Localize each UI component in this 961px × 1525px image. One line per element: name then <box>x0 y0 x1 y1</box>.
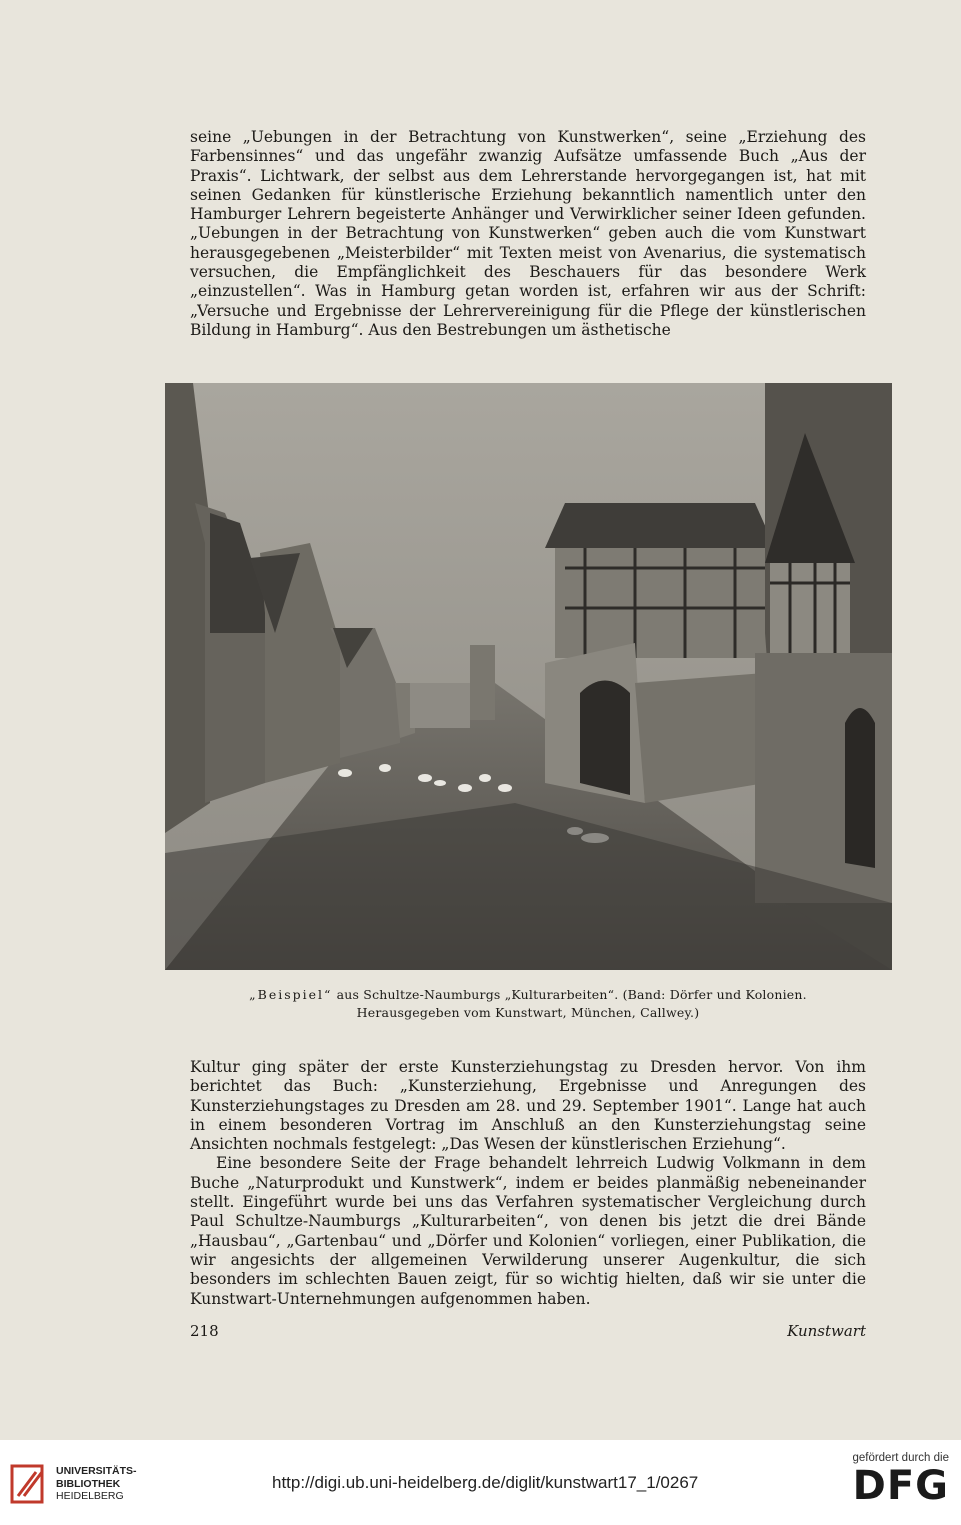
bottom-paragraph-block <box>190 1058 866 1309</box>
top-paragraph-block <box>190 128 866 340</box>
village-street-photograph <box>165 383 892 970</box>
caption-line-1 <box>190 986 866 1004</box>
funding-label: gefördert durch die <box>852 1452 949 1464</box>
library-name: UNIVERSITÄTS- BIBLIOTHEK HEIDELBERG <box>56 1465 137 1503</box>
figure-caption <box>190 986 866 1022</box>
caption-spaced-word: „Beispiel“ <box>249 987 333 1002</box>
viewer-footer-bar <box>0 1440 961 1525</box>
caption-line-1-rest: aus Schultze-Naumburgs „Kulturarbeiten“. (Band: Dörfer und Kolonien. <box>332 987 807 1002</box>
caption-line-2: Herausgegeben vom Kunstwart, München, Callwey.) <box>356 1005 700 1020</box>
photo-illustration <box>165 383 892 970</box>
top-paragraph: seine „Uebungen in der Betrachtung von Kunstwerken“, seine „Erziehung des Farbensinnes“ und das ungefähr zwanzig Aufsätze umfassende Buch „Aus der Praxis“. Lichtwark, der selbst aus dem Lehrerstande hervorgegangen ist, hat mit seinen Gedanken für künstlerische Erziehung bekanntlich namentlich unter den Hamburger Lehrern begeisterte Anhänger und Verwirklicher seiner Ideen gefunden. „Uebungen in der Betrachtung von Kunstwerken“ geben auch die vom Kunstwart herausgegebenen „Meisterbilder“ mit Texten meist von Avenarius, die systematisch versuchen, die Empfänglichkeit des Beschauers für das besondere Werk „einzustellen“. Was in Hamburg getan worden ist, erfahren wir aus der Schrift: „Versuche und Ergebnisse der Lehrervereinigung für die Pflege der künstlerischen Bildung in Hamburg“. Aus den Bestrebungen um ästhetische <box>190 128 866 339</box>
library-logo[interactable] <box>10 1456 137 1512</box>
dfg-funding-logo[interactable] <box>852 1452 949 1508</box>
page-url-link[interactable]: http://digi.ub.uni-heidelberg.de/diglit/kunstwart17_1/0267 <box>272 1473 699 1492</box>
dfg-logo-text: DFG <box>852 1463 949 1509</box>
university-library-logo-icon <box>10 1462 48 1506</box>
bottom-paragraph-2: Eine besondere Seite der Frage behandelt lehrreich Ludwig Volkmann in dem Buche „Naturprodukt und Kunstwerk“, indem er beides planmäßig nebeneinander stellt. Eingeführt wurde bei uns das Verfahren systematischer Vergleichung durch Paul Schultze-Naumburgs „Kulturarbeiten“, von denen bis jetzt die drei Bände „Hausbau“, „Gartenbau“ und „Dörfer und Kolonien“ vorliegen, einer Publikation, die wir angesichts der allgemeinen Verwilderung unserer Augenkultur, die sich besonders im schlechten Bauen zeigt, für so wichtig hielten, daß wir sie unter die Kunstwart-Unternehmungen aufgenommen haben. <box>190 1154 866 1308</box>
bottom-paragraph-1: Kultur ging später der erste Kunsterziehungstag zu Dresden hervor. Von ihm berichtet das Buch: „Kunsterziehung, Ergebnisse und Anregungen des Kunsterziehungstages zu Dresden am 28. und 29. September 1901“. Lange hat auch in einem besonderen Vortrag im Anschluß an den Kunsterziehungstag seine Ansichten nochmals festgelegt: „Das Wesen der künstlerischen Erziehung“. <box>190 1058 866 1154</box>
page-number: 218 <box>190 1322 219 1340</box>
running-title: Kunstwart <box>787 1322 866 1340</box>
